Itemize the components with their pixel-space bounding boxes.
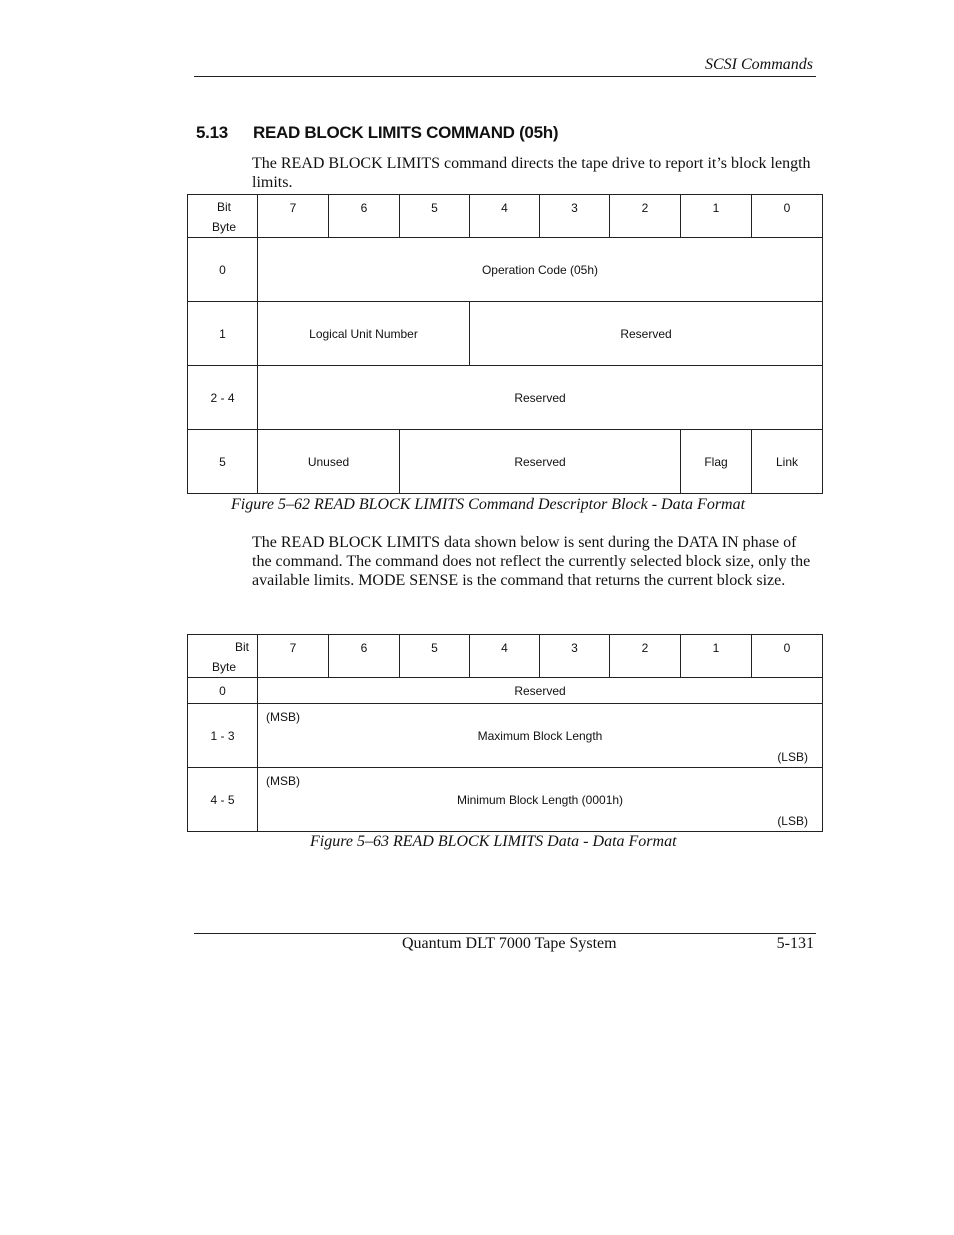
msb-marker: (MSB) [266,710,300,724]
bit-7-header: 7 [258,195,329,238]
bit-6-header: 6 [329,635,400,678]
table-row [188,430,823,494]
bit-3-header: 3 [540,635,610,678]
bit-7-header: 7 [258,635,329,678]
table-row [188,678,823,704]
logical-unit-number-field: Logical Unit Number [258,302,470,366]
minimum-block-length-field [258,768,823,832]
byte-number: 2 - 4 [188,366,258,430]
footer-rule [194,933,816,934]
byte-label: Byte [212,660,237,674]
table-row [188,768,823,832]
bit-2-header: 2 [610,635,681,678]
bit-2-header: 2 [610,195,681,238]
byte-number: 1 - 3 [188,704,258,768]
section-number: 5.13 [196,123,228,142]
byte-label: Byte [212,220,237,234]
bit-4-header: 4 [470,635,540,678]
figure-caption: Figure 5–62 READ BLOCK LIMITS Command Descriptor Block - Data Format [231,496,746,513]
reserved-field: Reserved [258,366,823,430]
intro-paragraph: The READ BLOCK LIMITS command directs the tape drive to report it’s block length limits. [252,155,811,191]
msb-marker: (MSB) [266,774,300,788]
byte-number: 0 [188,238,258,302]
cdb-table [187,194,823,494]
section-title: READ BLOCK LIMITS COMMAND (05h) [253,123,559,142]
figure-caption: Figure 5–63 READ BLOCK LIMITS Data - Data Format [310,833,677,850]
bit-5-header: 5 [400,635,470,678]
lsb-marker: (LSB) [777,750,808,764]
footer-title: Quantum DLT 7000 Tape System [402,935,617,952]
bit-0-header: 0 [752,635,823,678]
unused-field: Unused [258,430,400,494]
bit-5-header: 5 [400,195,470,238]
bit-byte-header [188,635,258,678]
table-row [188,366,823,430]
data-format-table [187,634,823,832]
byte-number: 1 [188,302,258,366]
running-header: SCSI Commands [704,56,813,73]
page-number: 5-131 [776,935,814,952]
section-heading [196,123,558,143]
flag-field: Flag [681,430,752,494]
bit-6-header: 6 [329,195,400,238]
bit-label: Bit [217,200,232,214]
field-label: Maximum Block Length [477,728,603,743]
maximum-block-length-field [258,704,823,768]
byte-number: 5 [188,430,258,494]
bit-3-header: 3 [540,195,610,238]
reserved-field: Reserved [258,678,823,704]
data-description-paragraph: The READ BLOCK LIMITS data shown below is sent during the DATA IN phase of the command. The command does not reflect the currently selected block size, only the available limits. MODE SENSE is the command that returns the current block size. [252,534,811,589]
table-row [188,635,823,678]
bit-1-header: 1 [681,635,752,678]
field-label: Minimum Block Length (0001h) [456,792,624,807]
lsb-marker: (LSB) [777,814,808,828]
bit-0-header: 0 [752,195,823,238]
table-row [188,302,823,366]
header-rule [194,76,816,77]
bit-1-header: 1 [681,195,752,238]
reserved-field: Reserved [470,302,823,366]
link-field: Link [752,430,823,494]
bit-label: Bit [234,640,249,654]
table-row [188,195,823,238]
table-row [188,704,823,768]
bit-4-header: 4 [470,195,540,238]
byte-number: 0 [188,678,258,704]
table-row [188,238,823,302]
operation-code-field: Operation Code (05h) [258,238,823,302]
reserved-field: Reserved [400,430,681,494]
bit-byte-header [188,195,258,238]
byte-number: 4 - 5 [188,768,258,832]
